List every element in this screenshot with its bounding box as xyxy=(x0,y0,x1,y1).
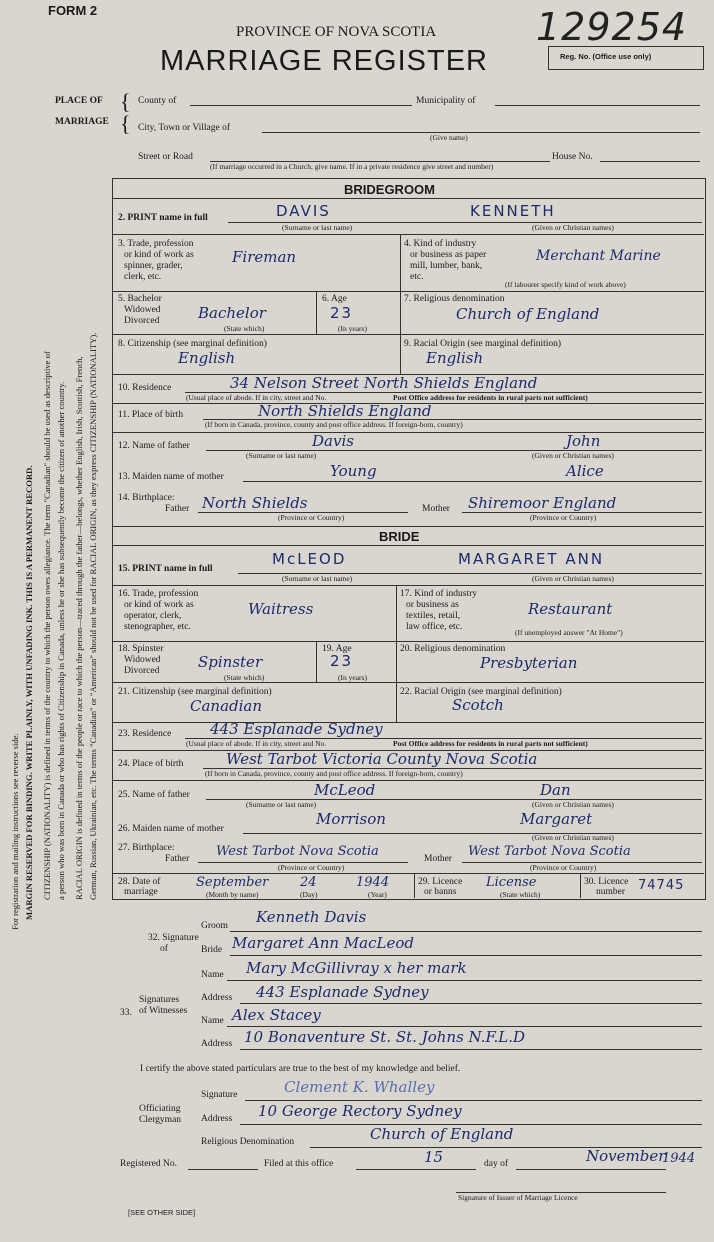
page-title: MARRIAGE REGISTER xyxy=(160,45,488,77)
clergy-address: 10 George Rectory Sydney xyxy=(258,1102,462,1120)
give-name-note: (Give name) xyxy=(430,133,468,142)
licence-type: License xyxy=(486,875,537,890)
groom-surname: DAVIS xyxy=(276,202,331,220)
groom-status: Bachelor xyxy=(198,304,266,322)
groom-section-title: BRIDEGROOM xyxy=(344,182,435,197)
sidebar-line-4: a person who was born in Canada or who has rights of Citizenship in Canada, unless he or she has subsequently become the citizen of another country. xyxy=(56,381,66,900)
filed-day: 15 xyxy=(424,1148,444,1166)
bride-citizenship: Canadian xyxy=(190,697,263,715)
groom-mother-birthplace: Shiremoor England xyxy=(468,494,617,512)
bride-age: 23 xyxy=(330,652,354,670)
bride-father-given: Dan xyxy=(540,781,571,799)
bride-mother-birthplace: West Tarbot Nova Scotia xyxy=(468,844,631,859)
groom-mother-surname: Young xyxy=(330,462,377,480)
form-number: FORM 2 xyxy=(48,3,98,18)
place-label-1: PLACE OF xyxy=(55,96,103,106)
bride-given: MARGARET ANN xyxy=(458,550,605,568)
register-number: 129254 xyxy=(536,5,688,49)
marriage-year: 1944 xyxy=(356,875,390,890)
bride-father-birthplace: West Tarbot Nova Scotia xyxy=(216,844,379,859)
marriage-day: 24 xyxy=(300,875,317,890)
place-label-2: MARRIAGE xyxy=(55,117,109,127)
bride-residence: 443 Esplanade Sydney xyxy=(210,720,383,738)
house-label: House No. xyxy=(552,152,593,162)
groom-mother-given: Alice xyxy=(566,462,604,480)
bride-religion: Presbyterian xyxy=(480,654,578,672)
groom-name-label: 2. PRINT name in full xyxy=(118,213,208,223)
municipality-label: Municipality of xyxy=(416,96,476,106)
groom-industry: Merchant Marine xyxy=(536,248,661,264)
groom-birthplace: North Shields England xyxy=(258,402,432,420)
clergy-signature: Clement K. Whalley xyxy=(284,1078,435,1096)
sidebar-line-3: CITIZENSHIP (NATIONALITY) is defined in terms of the country to which the person owes allegiance. The term "Canadian" should be used as descriptive of xyxy=(42,351,52,900)
county-label: County of xyxy=(138,96,177,106)
bride-racial-origin: Scotch xyxy=(452,696,504,714)
marriage-register-form: FORM 2 PROVINCE OF NOVA SCOTIA MARRIAGE REGISTER 129254 Reg. No. (Office use only) PLACE OF MARRIAGE { { County of Municipality of City, Town or Village of (Give name) Street or Road House No. (If marriage occurred in a Church, give name. If in a private residence give street and number) For registration and mailing instructions see reverse side. MARGIN RESERVED FOR BINDING. WRITE PLAINLY, WITH UNFADING INK. THIS IS A PERMANENT RECORD. CITIZENSHIP (NATIONALITY) is defined in terms of the country to which the person owes allegiance. The term "Canadian" should be used as descriptive of a person who was born in Canada or who has rights of Citizenship in Canada, unless he or she has subsequently become the citizen of another country. RACIAL ORIGIN is defined in terms of the people or race to which the person—traced through the father—belongs, whether English, Irish, Scottish, French, German, Russian, Ukrainian, etc. The terms "Canadian" or "American" should not be used for RACIAL ORIGIN, as they express CITIZENSHIP (NATIONALITY). BRIDEGROOM 2. PRINT name in full DAVIS KENNETH (Surname or last name) (Given or Christian names) 3. Trade, profession or kind of work as spinner, grader, clerk, etc. Fireman 4. Kind of industry or business as paper mill, lumber, bank, etc. Merchant Marine (If labourer specify kind of work above) 5. Bachelor Widowed Divorced Bachelor (State which) 6. Age 23 (In years) 7. Religious denomination Church of England 8. Citizenship (see marginal definition) English 9. Racial Origin (see marginal definition) English 10. Residence 34 Nelson Street North Shields England (Usual place of abode. If in city, street and No. Post Office address for residents in rural parts not sufficient) 11. Place of birth North Shields England (If born in Canada, province, county and post office address. If foreign-born, country) 12. Name of father Davis John (Surname or last name) (Given or Christian names) 13. Maiden name of mother Young Alice 14. Birthplace: Father North Shields Mother Shiremoor England (Province or Country) (Province or Country) BRIDE 15. PRINT name in full McLEOD MARGARET ANN (Surname or last name) (Given or Christian names) 16. Trade, profession or kind of work as operator, clerk, stenographer, etc. Waitress 17. Kind of industry or business as textiles, retail, law office, etc. Restaurant (If unemployed answer "At Home") 18. Spinster Widowed Divorced Spinster (State which) 19. Age 23 (In years) 20. Religious denomination Presbyterian 21. Citizenship (see marginal definition) Canadian 22. Racial Origin (see marginal definition) Scotch 23. Residence 443 Esplanade Sydney (Usual place of abode. If in city, street and No. Post Office address for residents in rural parts not sufficient) 24. Place of birth West Tarbot Victoria County Nova Scotia (If born in Canada, province, county and post office address. If foreign-born, country) 25. Name of father McLeod Dan (Surname or last name) (Given or Christian names) 26. Maiden name of mother Morrison Margaret (Given or Christian names) 27. Birthplace: Father West Tarbot Nova Scotia Mother West Tarbot Nova Scotia (Province or Country) (Province or Country) 28. Date of marriage September 24 1944 (Month by name) (Day) (Year) 29. Licence or banns License (State which) 30. Licence number 74745 32. Signature of Groom Kenneth Davis Bride Margaret Ann MacLeod 33. Signatures of Witnesses Name Mary McGillivray x her mark Address 443 Esplanade Sydney Name Alex Stacey Address 10 Bonaventure St. St. Johns N.F.L.D I certify the above stated particulars are true to the best of my knowledge and belief. Officiating Clergyman Signature Clement K. Whalley Address 10 George Rectory Sydney Religious Denomination Church of England Registered No. Filed at this office 15 day of November 1944 Signature of Issuer of Marriage Licence [SEE OTHER SIDE] xyxy=(0,0,714,1242)
see-other-side: [SEE OTHER SIDE] xyxy=(128,1208,196,1217)
sidebar-line-2: MARGIN RESERVED FOR BINDING. WRITE PLAINLY, WITH UNFADING INK. THIS IS A PERMANENT RECORD. xyxy=(24,465,34,920)
street-note: (If marriage occurred in a Church, give name. If in a private residence give street and number) xyxy=(210,162,494,171)
issuer-signature-label: Signature of Issuer of Marriage Licence xyxy=(458,1193,578,1202)
bride-surname: McLEOD xyxy=(272,550,347,568)
bride-mother-surname: Morrison xyxy=(316,810,386,828)
witness-2-address: 10 Bonaventure St. St. Johns N.F.L.D xyxy=(244,1028,526,1046)
bride-industry: Restaurant xyxy=(528,600,613,618)
filed-month: November xyxy=(586,1147,666,1165)
groom-father-given: John xyxy=(566,432,601,450)
bride-signature: Margaret Ann MacLeod xyxy=(232,934,414,952)
sidebar-line-5: RACIAL ORIGIN is defined in terms of the people or race to which the person—traced through the father—belongs, whether English, Irish, Scottish, French, xyxy=(74,356,84,900)
filed-year: 1944 xyxy=(662,1151,696,1166)
sidebar-line-1: For registration and mailing instructions see reverse side. xyxy=(10,733,20,930)
groom-father-surname: Davis xyxy=(312,432,354,450)
groom-given: KENNETH xyxy=(470,202,556,220)
marriage-month: September xyxy=(196,875,269,890)
city-label: City, Town or Village of xyxy=(138,123,230,133)
clergy-religion: Church of England xyxy=(370,1125,514,1143)
bride-name-label: 15. PRINT name in full xyxy=(118,564,213,574)
sidebar-line-6: German, Russian, Ukrainian, etc. The terms "Canadian" or "American" should not be used for RACIAL ORIGIN, as they express CITIZENSHIP (NATIONALITY). xyxy=(88,332,98,900)
witness-1-name: Mary McGillivray x her mark xyxy=(246,959,467,977)
groom-father-birthplace: North Shields xyxy=(202,494,308,512)
groom-religion: Church of England xyxy=(456,305,600,323)
province-heading: PROVINCE OF NOVA SCOTIA xyxy=(236,24,437,40)
licence-number: 74745 xyxy=(638,878,685,893)
bride-birthplace: West Tarbot Victoria County Nova Scotia xyxy=(226,750,538,768)
bride-mother-given: Margaret xyxy=(520,810,593,828)
groom-age: 23 xyxy=(330,304,354,322)
groom-citizenship: English xyxy=(178,349,236,367)
reg-no-label: Reg. No. (Office use only) xyxy=(560,52,652,61)
groom-residence: 34 Nelson Street North Shields England xyxy=(230,374,538,392)
bride-trade: Waitress xyxy=(248,600,314,618)
groom-signature: Kenneth Davis xyxy=(256,908,367,926)
groom-racial-origin: English xyxy=(426,349,484,367)
bride-father-surname: McLeod xyxy=(314,781,376,799)
witness-2-name: Alex Stacey xyxy=(232,1006,321,1024)
witness-1-address: 443 Esplanade Sydney xyxy=(256,983,429,1001)
bride-section-title: BRIDE xyxy=(379,529,420,544)
street-label: Street or Road xyxy=(138,152,193,162)
groom-trade: Fireman xyxy=(232,248,297,266)
certify-statement: I certify the above stated particulars are true to the best of my knowledge and belief. xyxy=(140,1064,461,1074)
bride-status: Spinster xyxy=(198,653,263,671)
